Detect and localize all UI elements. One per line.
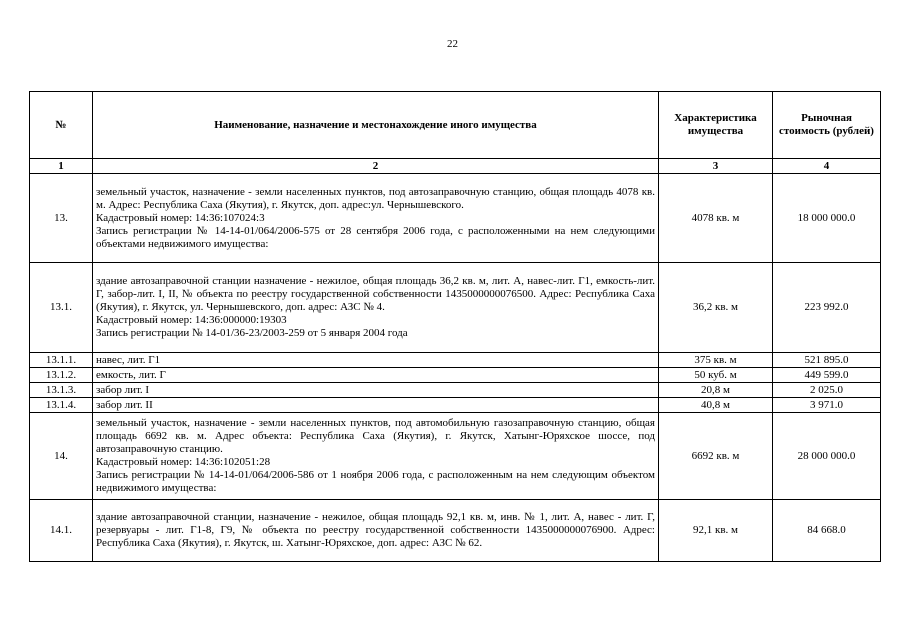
- column-index: 1: [30, 159, 93, 174]
- page-number: 22: [447, 38, 458, 50]
- row-characteristic: 4078 кв. м: [659, 174, 773, 263]
- table-row: [30, 398, 881, 413]
- description-line: Кадастровый номер: 14:36:000000:19303: [96, 314, 287, 326]
- column-index-row: [30, 159, 881, 174]
- row-value: 84 668.0: [773, 500, 881, 562]
- row-number: 13.1.4.: [30, 398, 93, 413]
- row-characteristic: 6692 кв. м: [659, 413, 773, 500]
- description-line: Запись регистрации № 14-14-01/064/2006-586 от 1 ноября 2006 года, с расположенным на нем следующим объектом недвижимого имущества:: [96, 469, 655, 494]
- column-index: 3: [659, 159, 773, 174]
- row-characteristic: 40,8 м: [659, 398, 773, 413]
- row-number: 13.1.: [30, 263, 93, 353]
- table-row: [30, 500, 881, 562]
- property-table: [29, 91, 881, 562]
- description-line: Кадастровый номер: 14:36:102051:28: [96, 456, 271, 468]
- row-number: 13.1.1.: [30, 353, 93, 368]
- row-value: 2 025.0: [773, 383, 881, 398]
- table-row: [30, 174, 881, 263]
- row-value: 449 599.0: [773, 368, 881, 383]
- description-line: здание автозаправочной станции, назначение - нежилое, общая площадь 92,1 кв. м, инв. № 1, лит. А, навес - лит. Г, резервуары - лит. Г1-8, Г9, № объекта по реестру государственной собственности 1435000000076900. Адрес: Республика Саха (Якутия), г. Якутск, ш. Хатынг-Юряхское, доп. адрес: АЗС № 62.: [96, 511, 655, 549]
- row-characteristic: 20,8 м: [659, 383, 773, 398]
- row-value: 521 895.0: [773, 353, 881, 368]
- table-row: [30, 383, 881, 398]
- column-index: 2: [93, 159, 659, 174]
- row-number: 14.: [30, 413, 93, 500]
- table-row: [30, 413, 881, 500]
- header-characteristic: Характеристика имущества: [659, 92, 773, 159]
- row-description: емкость, лит. Г: [93, 368, 659, 383]
- table-row: [30, 353, 881, 368]
- row-number: 14.1.: [30, 500, 93, 562]
- description-line: Запись регистрации № 14-14-01/064/2006-575 от 28 сентября 2006 года, с расположенными на нем следующими объектами недвижимого имущества:: [96, 224, 655, 250]
- row-description: навес, лит. Г1: [93, 353, 659, 368]
- row-number: 13.1.2.: [30, 368, 93, 383]
- header-name: Наименование, назначение и местонахождение иного имущества: [93, 92, 659, 159]
- row-description: [93, 500, 659, 562]
- header-market-value: Рыночная стоимость (рублей): [773, 92, 881, 159]
- row-value: 3 971.0: [773, 398, 881, 413]
- table-row: [30, 368, 881, 383]
- description-line: здание автозаправочной станции назначение - нежилое, общая площадь 36,2 кв. м, лит. А, навес-лит. Г1, емкость-лит. Г, забор-лит. I, II, № объекта по реестру государственной собственности 1435000000076500. Адрес: Республика Саха (Якутия), г. Якутск, ул. Чернышевского, доп. адрес: АЗС № 4.: [96, 275, 655, 313]
- description-line: Запись регистрации № 14-01/36-23/2003-259 от 5 января 2004 года: [96, 327, 408, 339]
- row-characteristic: 92,1 кв. м: [659, 500, 773, 562]
- row-value: 18 000 000.0: [773, 174, 881, 263]
- description-line: земельный участок, назначение - земли населенных пунктов, под автомобильную газозаправочную станцию, общая площадь 6692 кв. м. Адрес объекта: Республика Саха (Якутия), г. Якутск, Хатынг-Юряхское шоссе, под автозаправочную станцию.: [96, 417, 655, 455]
- column-index: 4: [773, 159, 881, 174]
- description-line: земельный участок, назначение - земли населенных пунктов, под автозаправочную станцию, общая площадь 4078 кв. м. Адрес: Республика Саха (Якутия), г. Якутск, доп. адрес:ул. Чернышевского.: [96, 185, 655, 211]
- table-row: [30, 263, 881, 353]
- row-number: 13.: [30, 174, 93, 263]
- description-line: Кадастровый номер: 14:36:107024:3: [96, 211, 265, 224]
- row-description: [93, 174, 659, 263]
- row-characteristic: 36,2 кв. м: [659, 263, 773, 353]
- row-characteristic: 50 куб. м: [659, 368, 773, 383]
- row-description: [93, 413, 659, 500]
- row-characteristic: 375 кв. м: [659, 353, 773, 368]
- row-number: 13.1.3.: [30, 383, 93, 398]
- row-description: забор лит. II: [93, 398, 659, 413]
- row-description: [93, 263, 659, 353]
- table-header-row: [30, 92, 881, 159]
- row-value: 28 000 000.0: [773, 413, 881, 500]
- row-description: забор лит. I: [93, 383, 659, 398]
- header-number: №: [30, 92, 93, 159]
- row-value: 223 992.0: [773, 263, 881, 353]
